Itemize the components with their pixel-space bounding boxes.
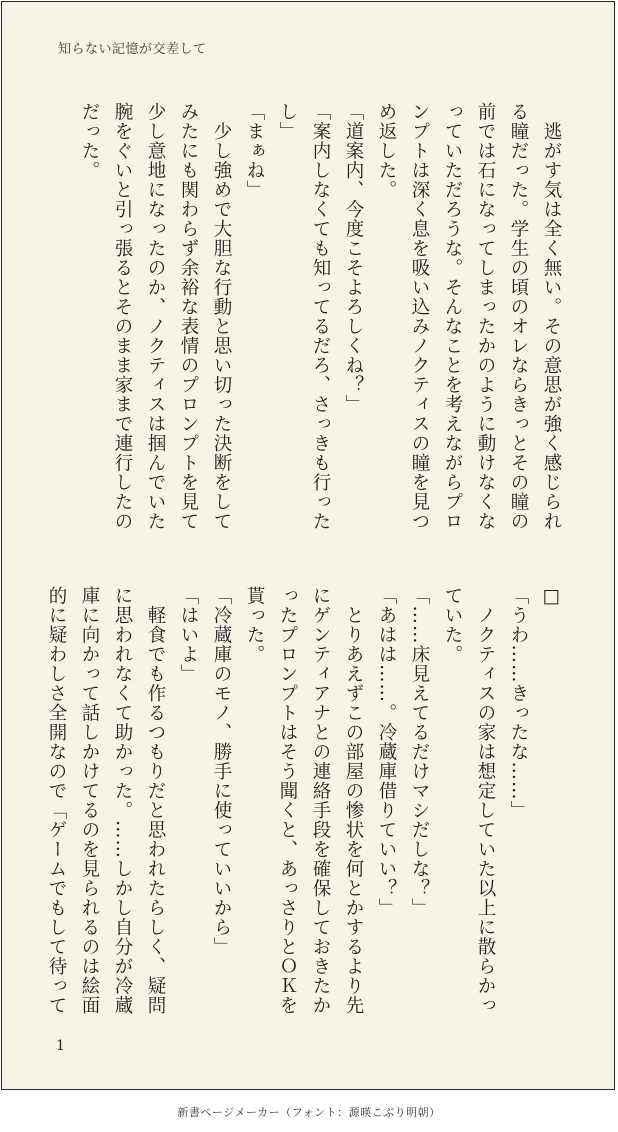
text-line: 「まぁね」 [244, 102, 265, 200]
text-line: みたにも関わらず余裕な表情のプロンプトを見て [178, 102, 199, 531]
text-line: 庫に向かって話しかけてるのを見られるのは絵面 [79, 586, 100, 1015]
text-line: 前では石になってしまったかのように動けなくな [475, 102, 496, 531]
text-line: ったプロンプトはそう聞くと、あっさりとＯＫを [277, 586, 298, 1015]
text-line: 「うわ……きったな……」 [508, 586, 529, 820]
text-line: 的に疑わしさ全開なので「ゲームでもして待って [46, 586, 67, 1015]
text-line: 腕をぐいと引っ張るとそのまま家まで連行したの [112, 102, 133, 531]
text-line: ていた。 [442, 586, 463, 664]
text-line: □ [541, 586, 562, 608]
text-line: 「……床見えてるだけマシだしな？」 [409, 586, 430, 918]
text-line: 少し意地になったのか、ノクティスは掴んでいた [145, 102, 166, 531]
page-number: 1 [56, 1038, 65, 1054]
text-line: 少し強めで大胆な行動と思い切った決断をして [211, 102, 232, 531]
text-line: る瞳だった。学生の頃のオレならきっとその瞳の [508, 102, 529, 531]
text-line: ノクティスの家は想定していた以上に散らかっ [475, 586, 496, 1015]
text-line: 逃がす気は全く無い。その意思が強く感じられ [541, 102, 562, 531]
text-line: に思われなくて助かった。……しかし自分が冷蔵 [112, 586, 133, 1015]
text-line: にゲンティアナとの連絡手段を確保しておきたか [310, 586, 331, 1015]
body-text-bottom [40, 586, 568, 1015]
text-line: 「はいよ」 [178, 586, 199, 684]
chapter-title: 知らない記憶が交差して [58, 42, 207, 57]
text-line: し」 [277, 102, 298, 141]
app-credit: 新書ページメーカー（フォント：源暎こぶり明朝） [177, 1106, 441, 1119]
text-line: 軽食でも作るつもりだと思われたらしく、疑問 [145, 586, 166, 1015]
text-line: だった。 [79, 102, 100, 180]
text-line: め返した。 [376, 102, 397, 200]
book-page [1, 1, 615, 1090]
text-line: 「あはは……。冷蔵庫借りていい？」 [376, 586, 397, 918]
text-line: 「案内しなくても知ってるだろ、さっきも行った [310, 102, 331, 531]
text-line: ンプトは深く息を吸い込みノクティスの瞳を見つ [409, 102, 430, 531]
text-line: とりあえずこの部屋の惨状を何とかするより先 [343, 586, 364, 1015]
text-line: っていただろうな。そんなことを考えながらプロ [442, 102, 463, 531]
text-line: 「冷蔵庫のモノ、勝手に使っていいから」 [211, 586, 232, 957]
text-line: 貰った。 [244, 586, 265, 664]
text-line: 「道案内、今度こそよろしくね？」 [343, 102, 364, 414]
body-text-top [73, 102, 568, 532]
